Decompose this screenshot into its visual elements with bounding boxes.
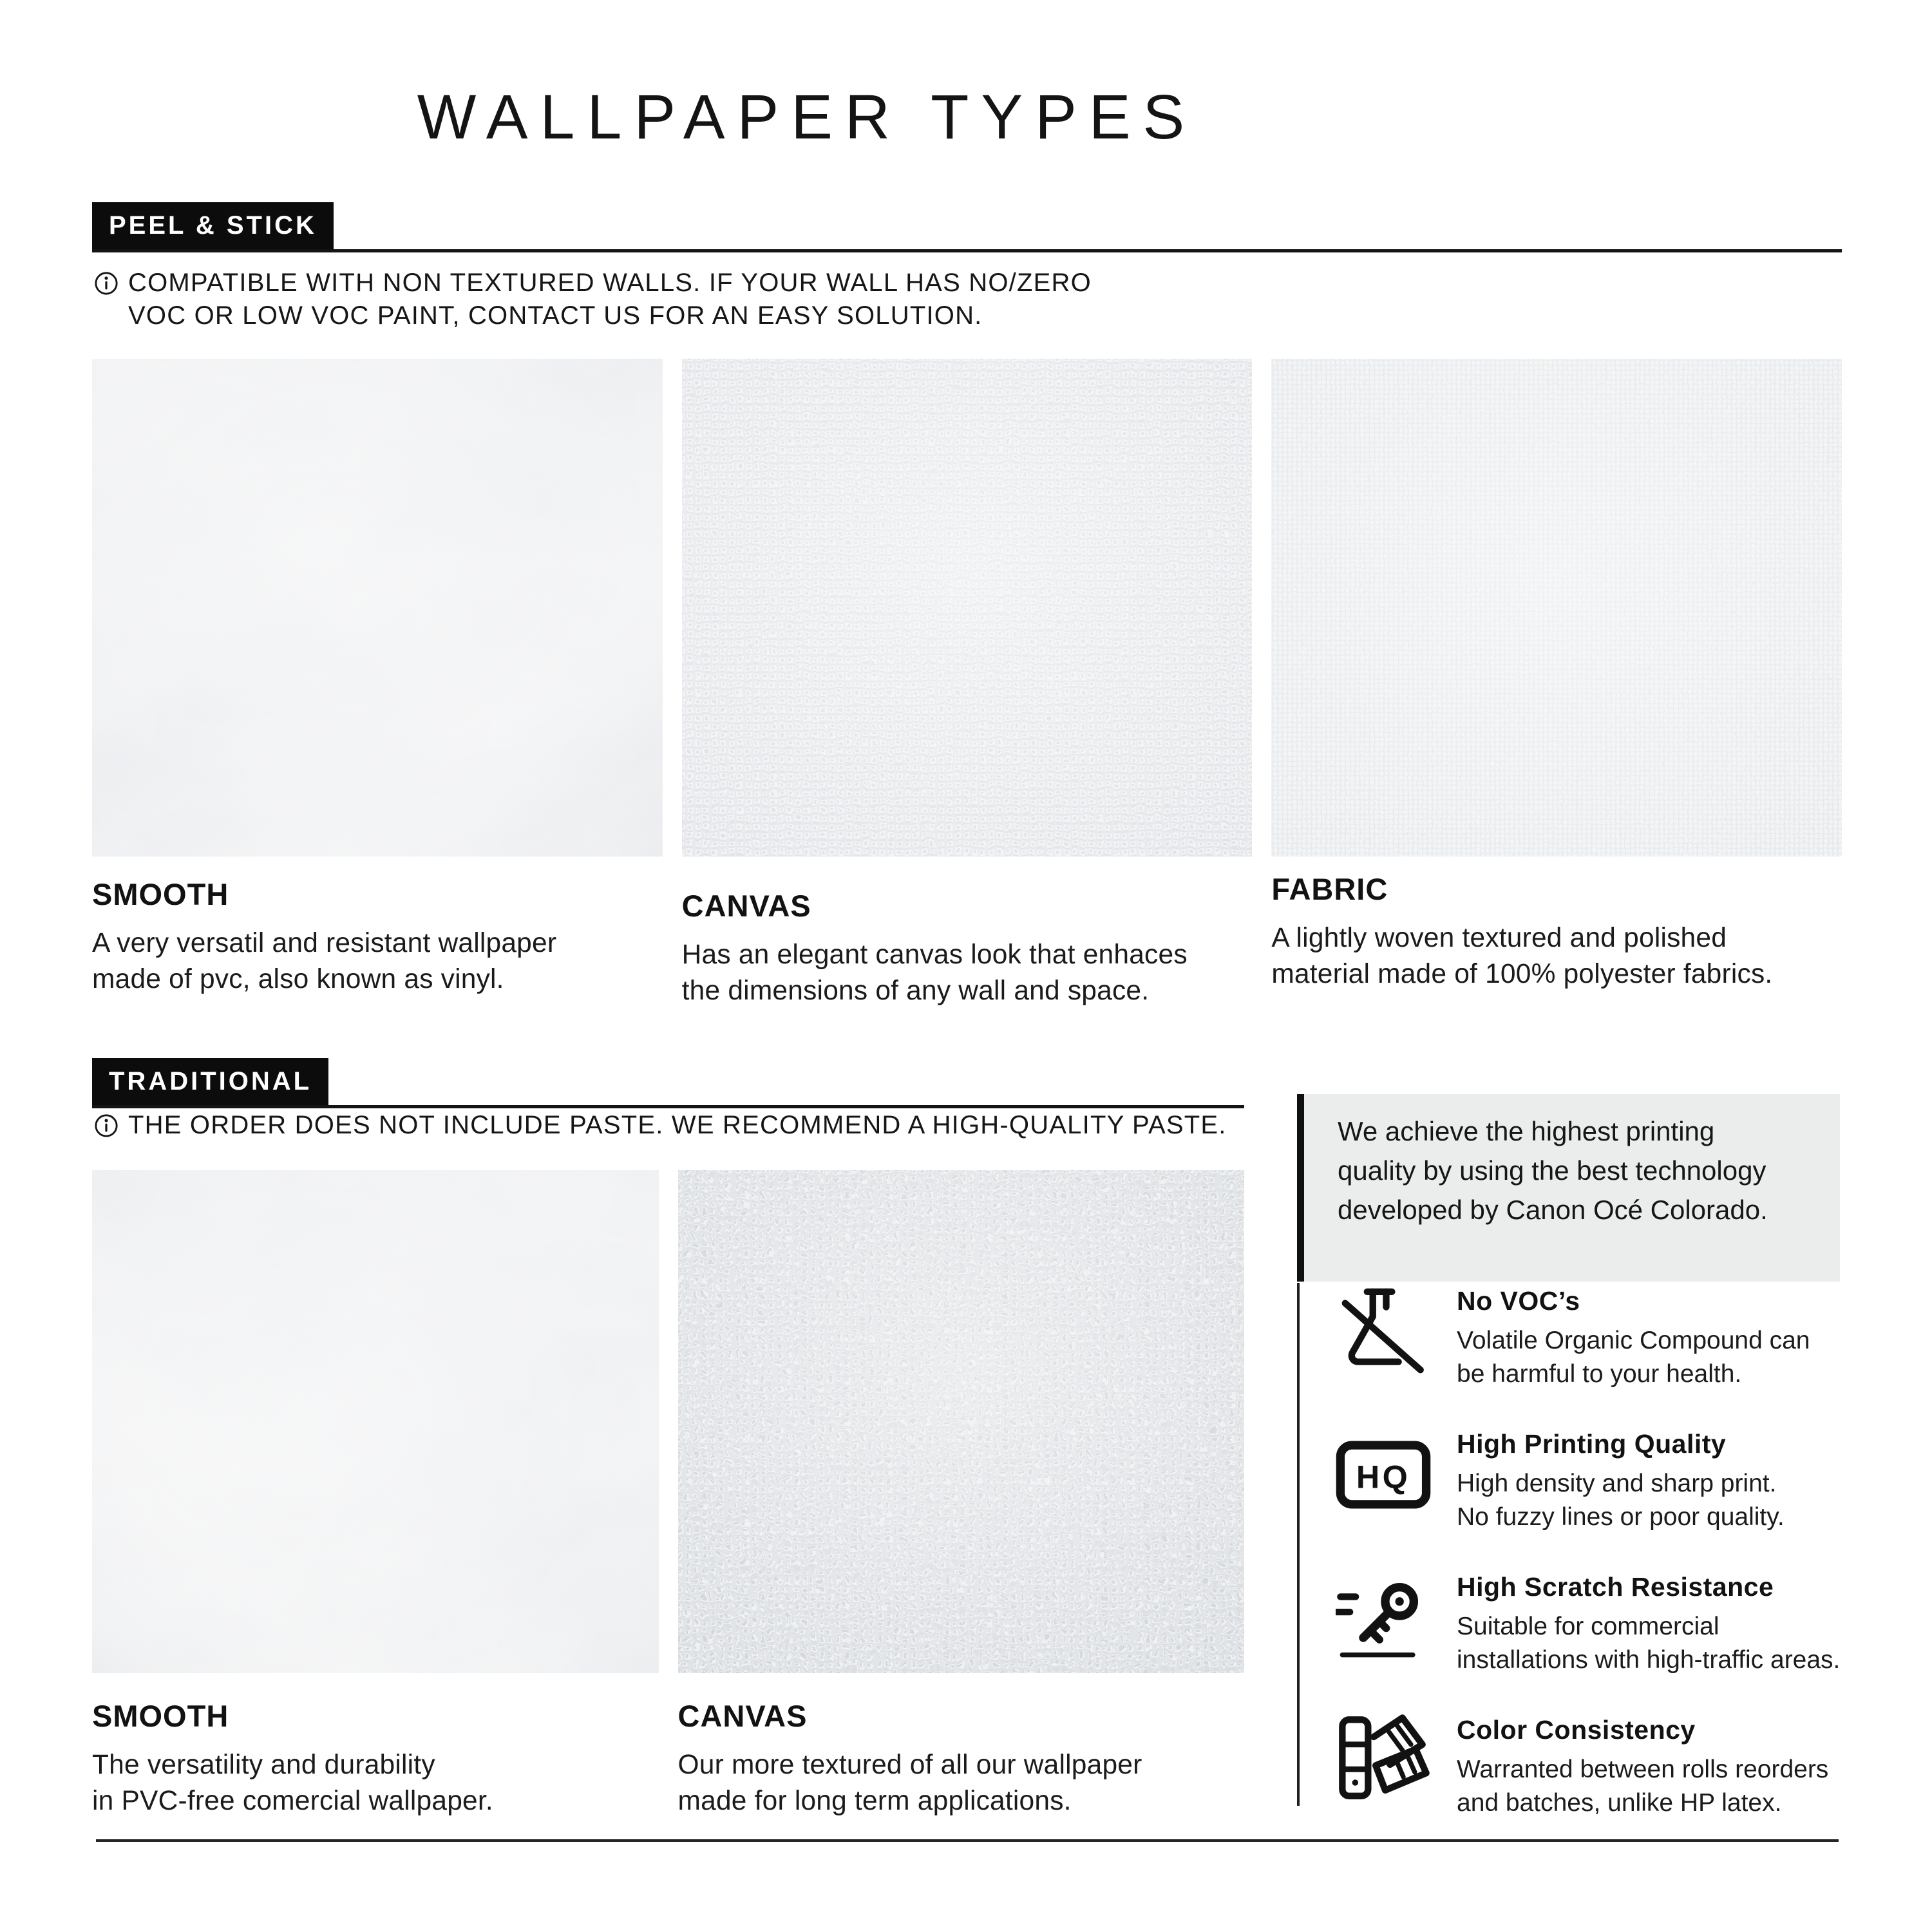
traditional-section-header [92,1058,1244,1108]
feature-desc-line1: High density and sharp print. [1457,1470,1777,1497]
swatch-desc-line1: A lightly woven textured and polished [1271,923,1727,953]
caption-peel-smooth [92,869,663,1009]
feature-high-printing-quality [1334,1427,1895,1534]
feature-desc-line2: and batches, unlike HP latex. [1457,1789,1782,1817]
quality-line2: quality by using the best technology [1338,1155,1766,1186]
traditional-captions [92,1698,1244,1819]
swatch-title: SMOOTH [92,1699,229,1733]
traditional-note [94,1109,1227,1142]
quality-line3: developed by Canon Océ Colorado. [1338,1195,1768,1225]
feature-desc-line1: Volatile Organic Compound can [1457,1327,1810,1354]
swatch-image-peel-smooth [92,359,663,857]
swatch-title: FABRIC [1271,872,1388,906]
peel-stick-badge: PEEL & STICK [92,202,334,249]
swatch-title: CANVAS [677,1699,808,1733]
quality-line1: We achieve the highest printing [1338,1116,1715,1146]
bottom-divider-line [96,1839,1839,1842]
feature-high-scratch-resistance [1334,1570,1895,1677]
caption-traditional-canvas [678,1698,1245,1819]
feature-desc-line1: Warranted between rolls reorders [1457,1756,1829,1783]
printing-quality-callout [1297,1094,1840,1282]
swatch-image-traditional-canvas [678,1170,1245,1673]
feature-desc-line1: Suitable for commercial [1457,1613,1719,1640]
peel-stick-note-line2: VOC OR LOW VOC PAINT, CONTACT US FOR AN EASY SOLUTION. [128,301,983,330]
color-swatches-icon [1334,1713,1432,1815]
hq-icon-label: HQ [1356,1458,1411,1495]
feature-no-voc [1334,1284,1895,1391]
swatch-title: CANVAS [681,889,811,923]
feature-title: Color Consistency [1457,1715,1696,1745]
swatch-desc-line1: Our more textured of all our wallpaper [677,1750,1142,1780]
feature-desc-line2: be harmful to your health. [1457,1360,1742,1388]
peel-stick-swatch-row [92,359,1842,857]
swatch-desc-line2: the dimensions of any wall and space. [681,976,1150,1006]
caption-peel-fabric [1271,869,1842,1009]
page-title: WALLPAPER TYPES [417,82,1197,152]
peel-stick-section-header [92,202,1842,252]
caption-traditional-smooth [92,1698,659,1819]
swatch-desc-line1: A very versatil and resistant wallpaper [92,928,557,958]
info-icon [94,271,118,296]
swatch-desc-line2: made of pvc, also known as vinyl. [92,964,504,994]
swatch-desc-line2: in PVC-free comercial wallpaper. [92,1786,493,1816]
peel-stick-captions [92,869,1842,1009]
scratch-key-icon [1334,1570,1432,1672]
feature-desc-line2: No fuzzy lines or poor quality. [1457,1503,1785,1531]
peel-stick-note-line1: COMPATIBLE WITH NON TEXTURED WALLS. IF YOUR WALL HAS NO/ZERO [128,269,1092,297]
peel-stick-note [94,267,1092,332]
feature-title: High Scratch Resistance [1457,1572,1774,1602]
swatch-desc-line1: The versatility and durability [92,1750,435,1780]
feature-desc-line2: installations with high-traffic areas. [1457,1646,1841,1674]
swatch-image-traditional-smooth [92,1170,659,1673]
hq-badge-icon [1334,1427,1432,1529]
traditional-note-text: THE ORDER DOES NOT INCLUDE PASTE. WE RECOMMEND A HIGH-QUALITY PASTE. [128,1111,1227,1139]
feature-title: High Printing Quality [1457,1429,1727,1459]
traditional-swatch-row [92,1170,1244,1673]
features-divider-line [1297,1283,1300,1806]
feature-list [1334,1284,1895,1820]
swatch-image-peel-canvas [682,359,1253,857]
traditional-badge: TRADITIONAL [92,1058,328,1105]
swatch-desc-line2: made for long term applications. [677,1786,1072,1816]
feature-color-consistency [1334,1713,1895,1820]
no-voc-flask-icon [1334,1284,1432,1386]
feature-title: No VOC’s [1457,1286,1580,1316]
swatch-image-peel-fabric [1271,359,1842,857]
caption-peel-canvas [682,869,1253,1009]
info-icon [94,1113,118,1138]
swatch-desc-line1: Has an elegant canvas look that enhaces [681,940,1188,970]
swatch-desc-line2: material made of 100% polyester fabrics. [1271,959,1773,989]
swatch-title: SMOOTH [92,877,229,911]
